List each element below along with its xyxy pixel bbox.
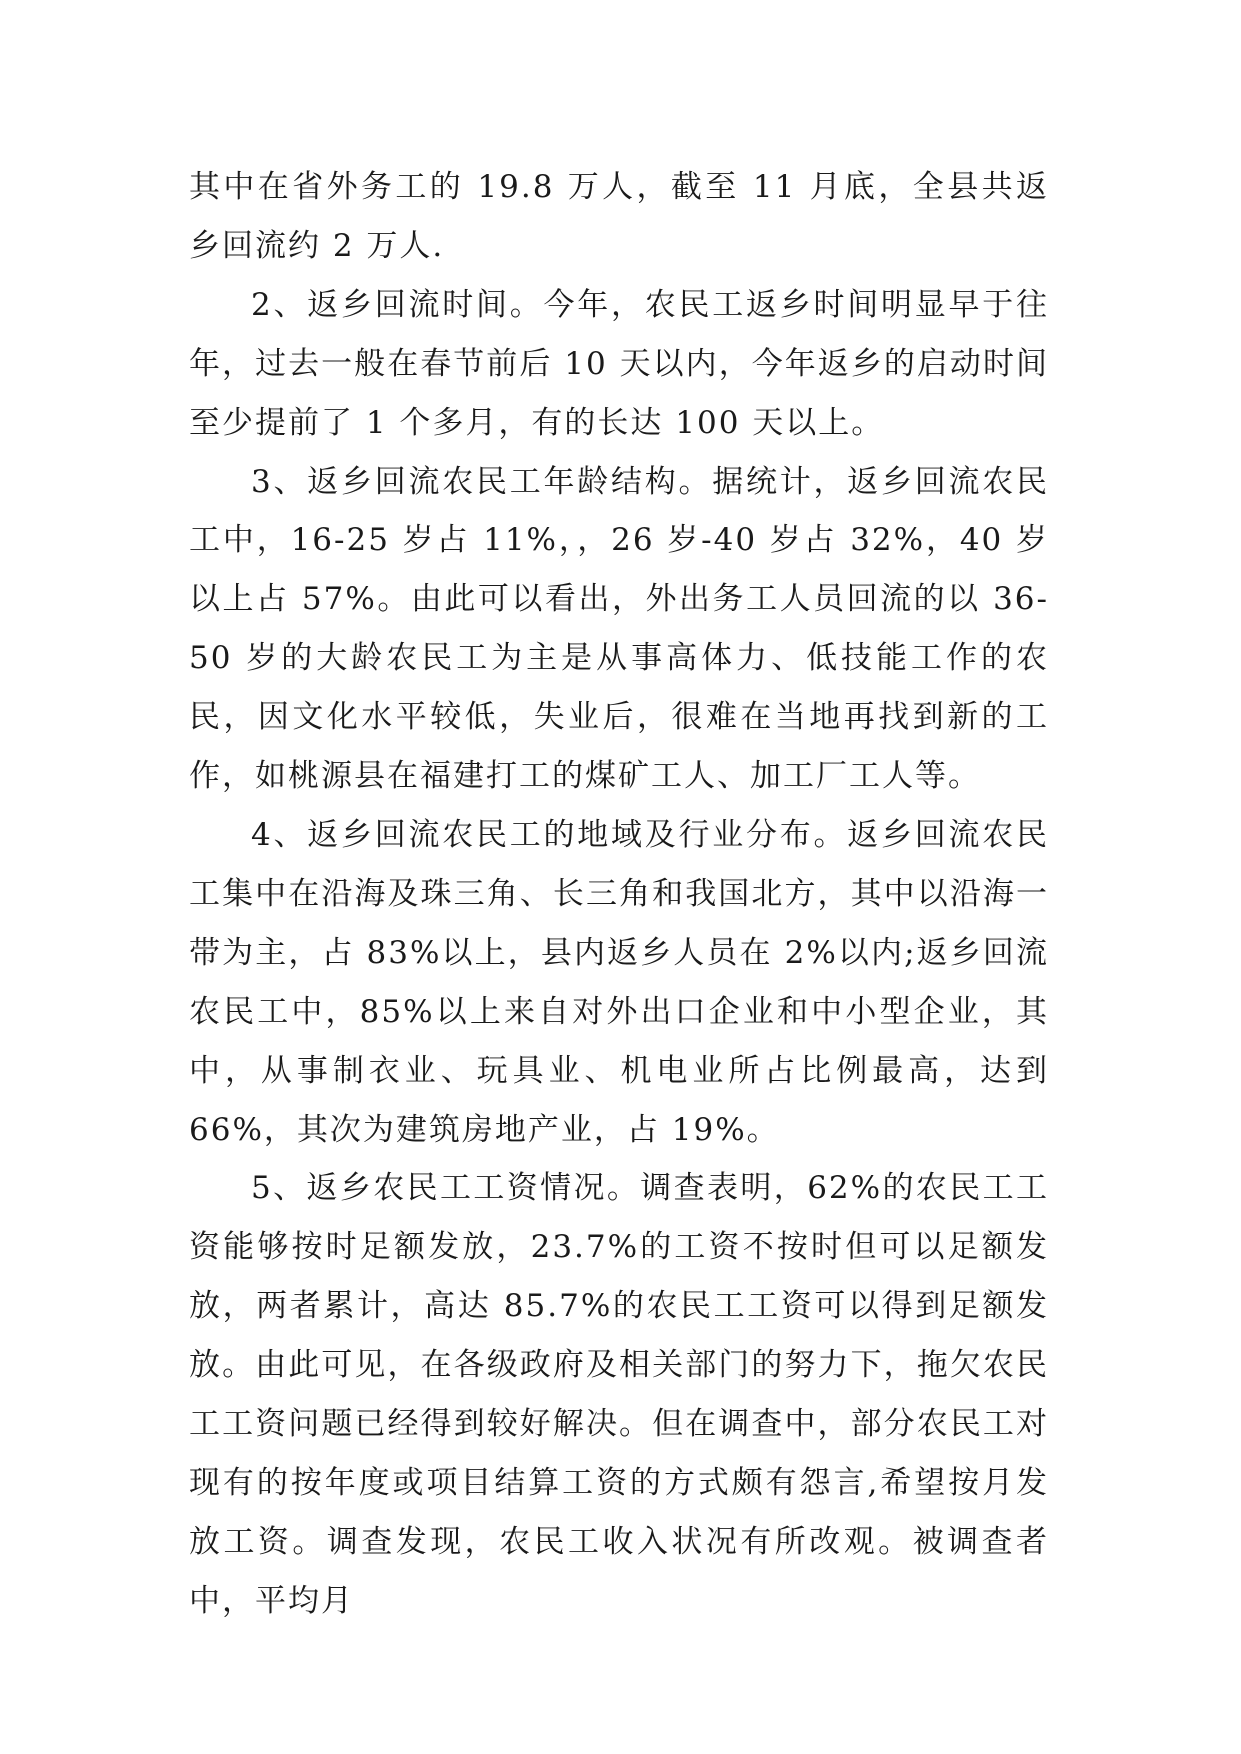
document-body xyxy=(189,158,1049,1631)
paragraph-1: 其中在省外务工的 19.8 万人，截至 11 月底，全县共返乡回流约 2 万人. xyxy=(189,169,1049,264)
paragraph-5: 5、返乡农民工工资情况。调查表明，62%的农民工工资能够按时足额发放，23.7%的工资不按时但可以足额发放，两者累计，高达 85.7%的农民工工资可以得到足额发放。由此可见，在各级政府及相关部门的努力下，拖欠农民工工资问题已经得到较好解决。但在调查中，部分农民工对现有的按年度或项目结算工资的方式颇有怨言,希望按月发放工资。调查发现，农民工收入状况有所改观。被调查者中，平均月 xyxy=(189,1170,1049,1619)
paragraph-4: 4、返乡回流农民工的地域及行业分布。返乡回流农民工集中在沿海及珠三角、长三角和我国北方，其中以沿海一带为主，占 83%以上，县内返乡人员在 2%以内;返乡回流农民工中，85%以上来自对外出口企业和中小型企业，其中，从事制衣业、玩具业、机电业所占比例最高，达到 66%，其次为建筑房地产业，占 19%。 xyxy=(189,816,1049,1148)
paragraph-2: 2、返乡回流时间。今年，农民工返乡时间明显早于往年，过去一般在春节前后 10 天以内，今年返乡的启动时间至少提前了 1 个多月，有的长达 100 天以上。 xyxy=(189,286,1049,441)
paragraph-3: 3、返乡回流农民工年龄结构。据统计，返乡回流农民工中，16-25 岁占 11%，，26 岁-40 岁占 32%，40 岁以上占 57%。由此可以看出，外出务工人员回流的以 36-50 岁的大龄农民工为主是从事高体力、低技能工作的农民，因文化水平较低，失业后，很难在当地再找到新的工作，如桃源县在福建打工的煤矿工人、加工厂工人等。 xyxy=(189,463,1049,795)
